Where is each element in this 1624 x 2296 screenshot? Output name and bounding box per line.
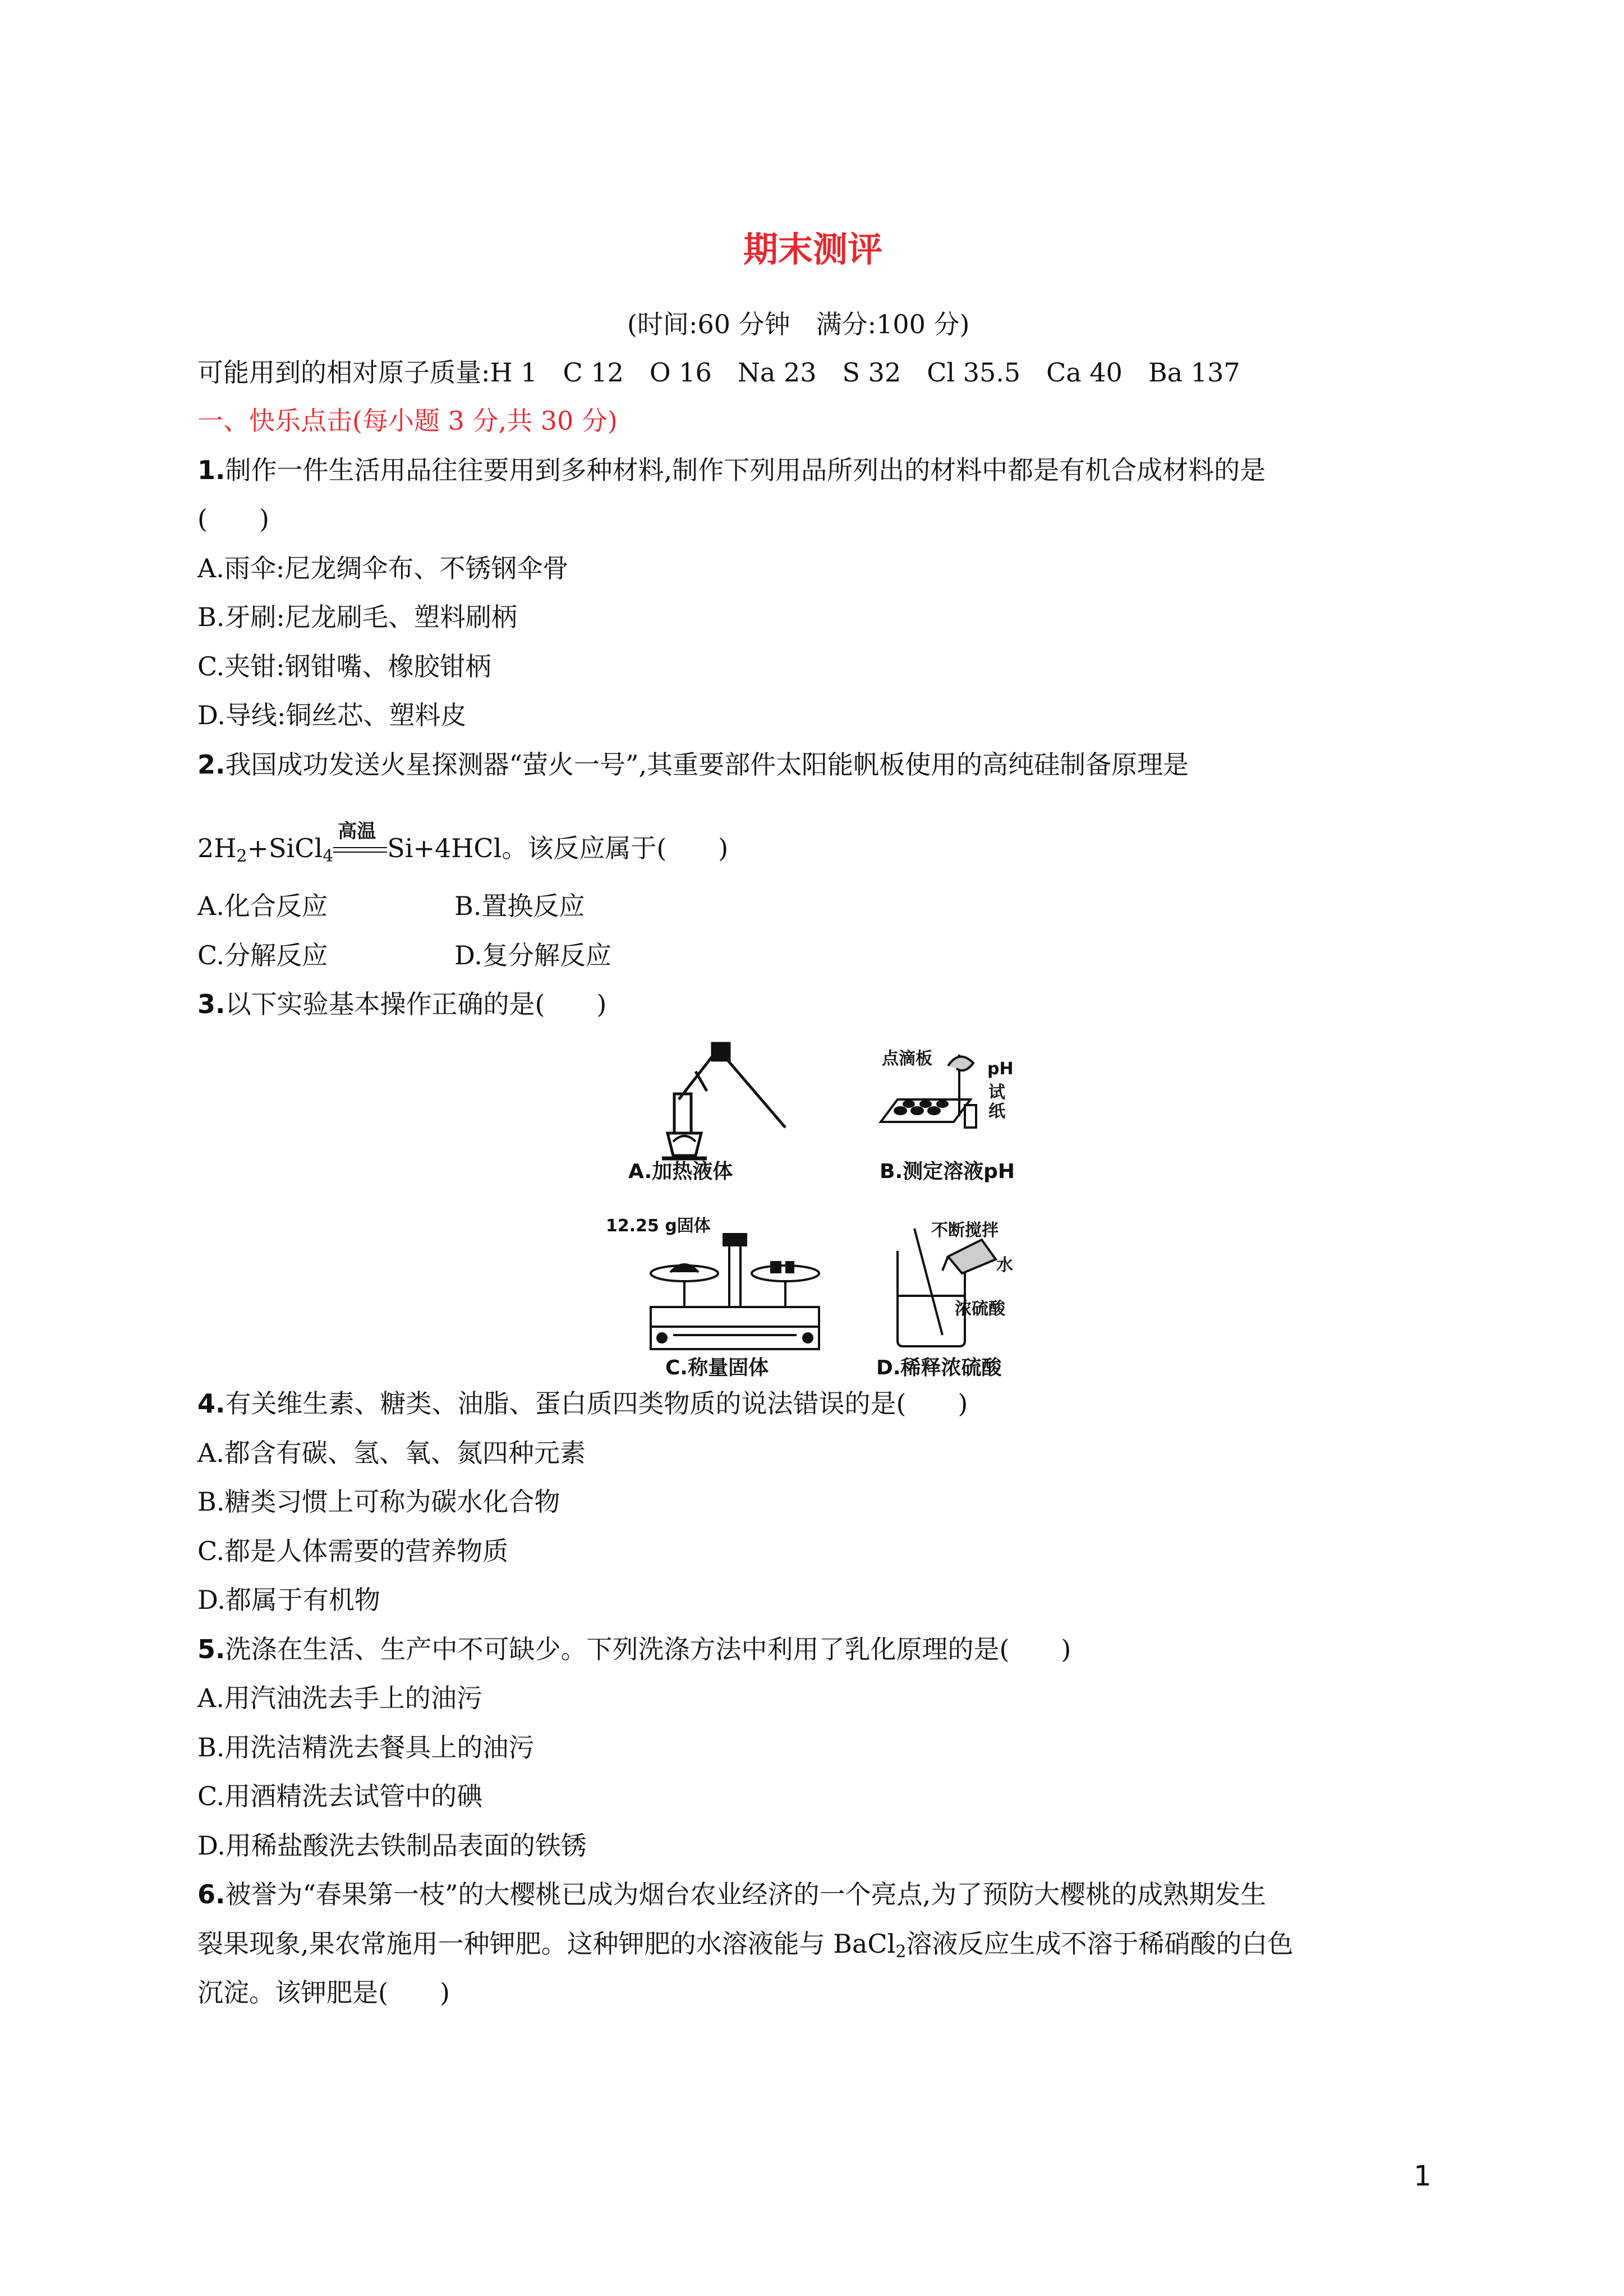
option-b: B.用洗洁精洗去餐具上的油污 [197,1732,535,1763]
page-number: 1 [1414,2160,1432,2192]
question-number: 2. [197,749,226,780]
answer-blank: ( ) [197,504,269,534]
figure-b-caption: B.测定溶液pH [880,1160,1015,1183]
label-ph: pH [987,1059,1014,1079]
question-stem: 洗涤在生活、生产中不可缺少。下列洗涤方法中利用了乳化原理的是( ) [225,1634,1071,1664]
eq-reactant: 2H [197,833,237,863]
question-stem: 以下实验基本操作正确的是( ) [225,989,607,1019]
option-d: D.导线:铜丝芯、塑料皮 [197,700,467,730]
option-d: D.用稀盐酸洗去铁制品表面的铁锈 [197,1830,587,1861]
option-b: B.糖类习惯上可称为碳水化合物 [197,1487,560,1517]
option-a: A.都含有碳、氢、氧、氮四种元素 [197,1438,586,1468]
question-stem: 制作一件生活用品往往要用到多种材料,制作下列用品所列出的材料中都是有机合成材料的是 [225,455,1266,485]
stem-text: 溶液反应生成不溶于稀硝酸的白色 [906,1929,1294,1959]
option-a: A.化合反应 [197,891,328,921]
question-number: 6. [197,1879,226,1910]
figure-heating-liquid [634,1038,813,1167]
option-b: B.牙刷:尼龙刷毛、塑料刷柄 [197,602,517,632]
chemical-equation [197,820,729,866]
label-paper: 纸 [988,1102,1005,1121]
option-b: B.置换反应 [454,891,585,921]
question-6-line3: 沉淀。该钾肥是( ) [197,1977,450,2008]
question-number: 5. [197,1634,226,1664]
question-5 [197,1632,1071,1666]
label-solid-mass: 12.25 g固体 [606,1216,711,1236]
figure-c-caption: C.称量固体 [665,1356,769,1379]
option-c: C.夹钳:钢钳嘴、橡胶钳柄 [197,651,491,682]
option-c: C.都是人体需要的营养物质 [197,1536,509,1566]
question-1 [197,453,1266,487]
figure-d-caption: D.稀释浓硫酸 [876,1356,1002,1379]
question-number: 1. [197,455,226,485]
option-c: C.用酒精洗去试管中的碘 [197,1781,483,1811]
section-heading: 一、快乐点击(每小题 3 分,共 30 分) [197,406,618,436]
figure-a-caption: A.加热液体 [628,1160,733,1183]
reaction-condition: 高温 [338,820,376,843]
option-d: D.都属于有机物 [197,1585,380,1615]
question-6-line2 [197,1927,1293,1961]
reaction-arrow [333,820,387,862]
figure-weigh-solid [640,1223,830,1358]
eq-subscript: 4 [323,846,334,866]
label-conc-acid: 浓硫酸 [955,1299,1005,1319]
option-a: A.用汽油洗去手上的油污 [197,1683,482,1713]
page-title: 期末测评 [743,229,883,270]
formula-subscript: 2 [895,1942,907,1962]
eq-reactant: +SiCl [247,833,323,863]
eq-product: Si+4HCl。该反应属于( ) [387,833,729,863]
atomic-masses: 可能用到的相对原子质量:H 1 C 12 O 16 Na 23 S 32 Cl 35.5 Ca 40 Ba 137 [197,357,1240,388]
label-spot-plate: 点滴板 [882,1049,932,1069]
question-stem: 我国成功发送火星探测器“萤火一号”,其重要部件太阳能帆板使用的高纯硅制备原理是 [225,749,1189,780]
question-stem: 有关维生素、糖类、油脂、蛋白质四类物质的说法错误的是( ) [225,1388,968,1419]
stem-text: 裂果现象,果农常施用一种钾肥。这种钾肥的水溶液能与 BaCl [197,1929,896,1959]
label-water: 水 [996,1255,1013,1275]
question-3 [197,987,606,1021]
question-2 [197,748,1189,781]
question-number: 3. [197,989,226,1019]
option-c: C.分解反应 [197,940,328,970]
label-test: 试 [988,1083,1005,1102]
label-stir: 不断搅拌 [931,1221,999,1240]
question-stem: 被誉为“春果第一枝”的大樱桃已成为烟台农业经济的一个亮点,为了预防大樱桃的成熟期发生 [225,1879,1267,1910]
option-a: A.雨伞:尼龙绸伞布、不锈钢伞骨 [197,553,569,583]
question-4 [197,1387,968,1420]
exam-meta: (时间:60 分钟 满分:100 分) [627,309,970,339]
question-number: 4. [197,1388,226,1419]
eq-subscript: 2 [236,846,247,866]
question-6 [197,1878,1266,1911]
option-d: D.复分解反应 [454,940,611,970]
